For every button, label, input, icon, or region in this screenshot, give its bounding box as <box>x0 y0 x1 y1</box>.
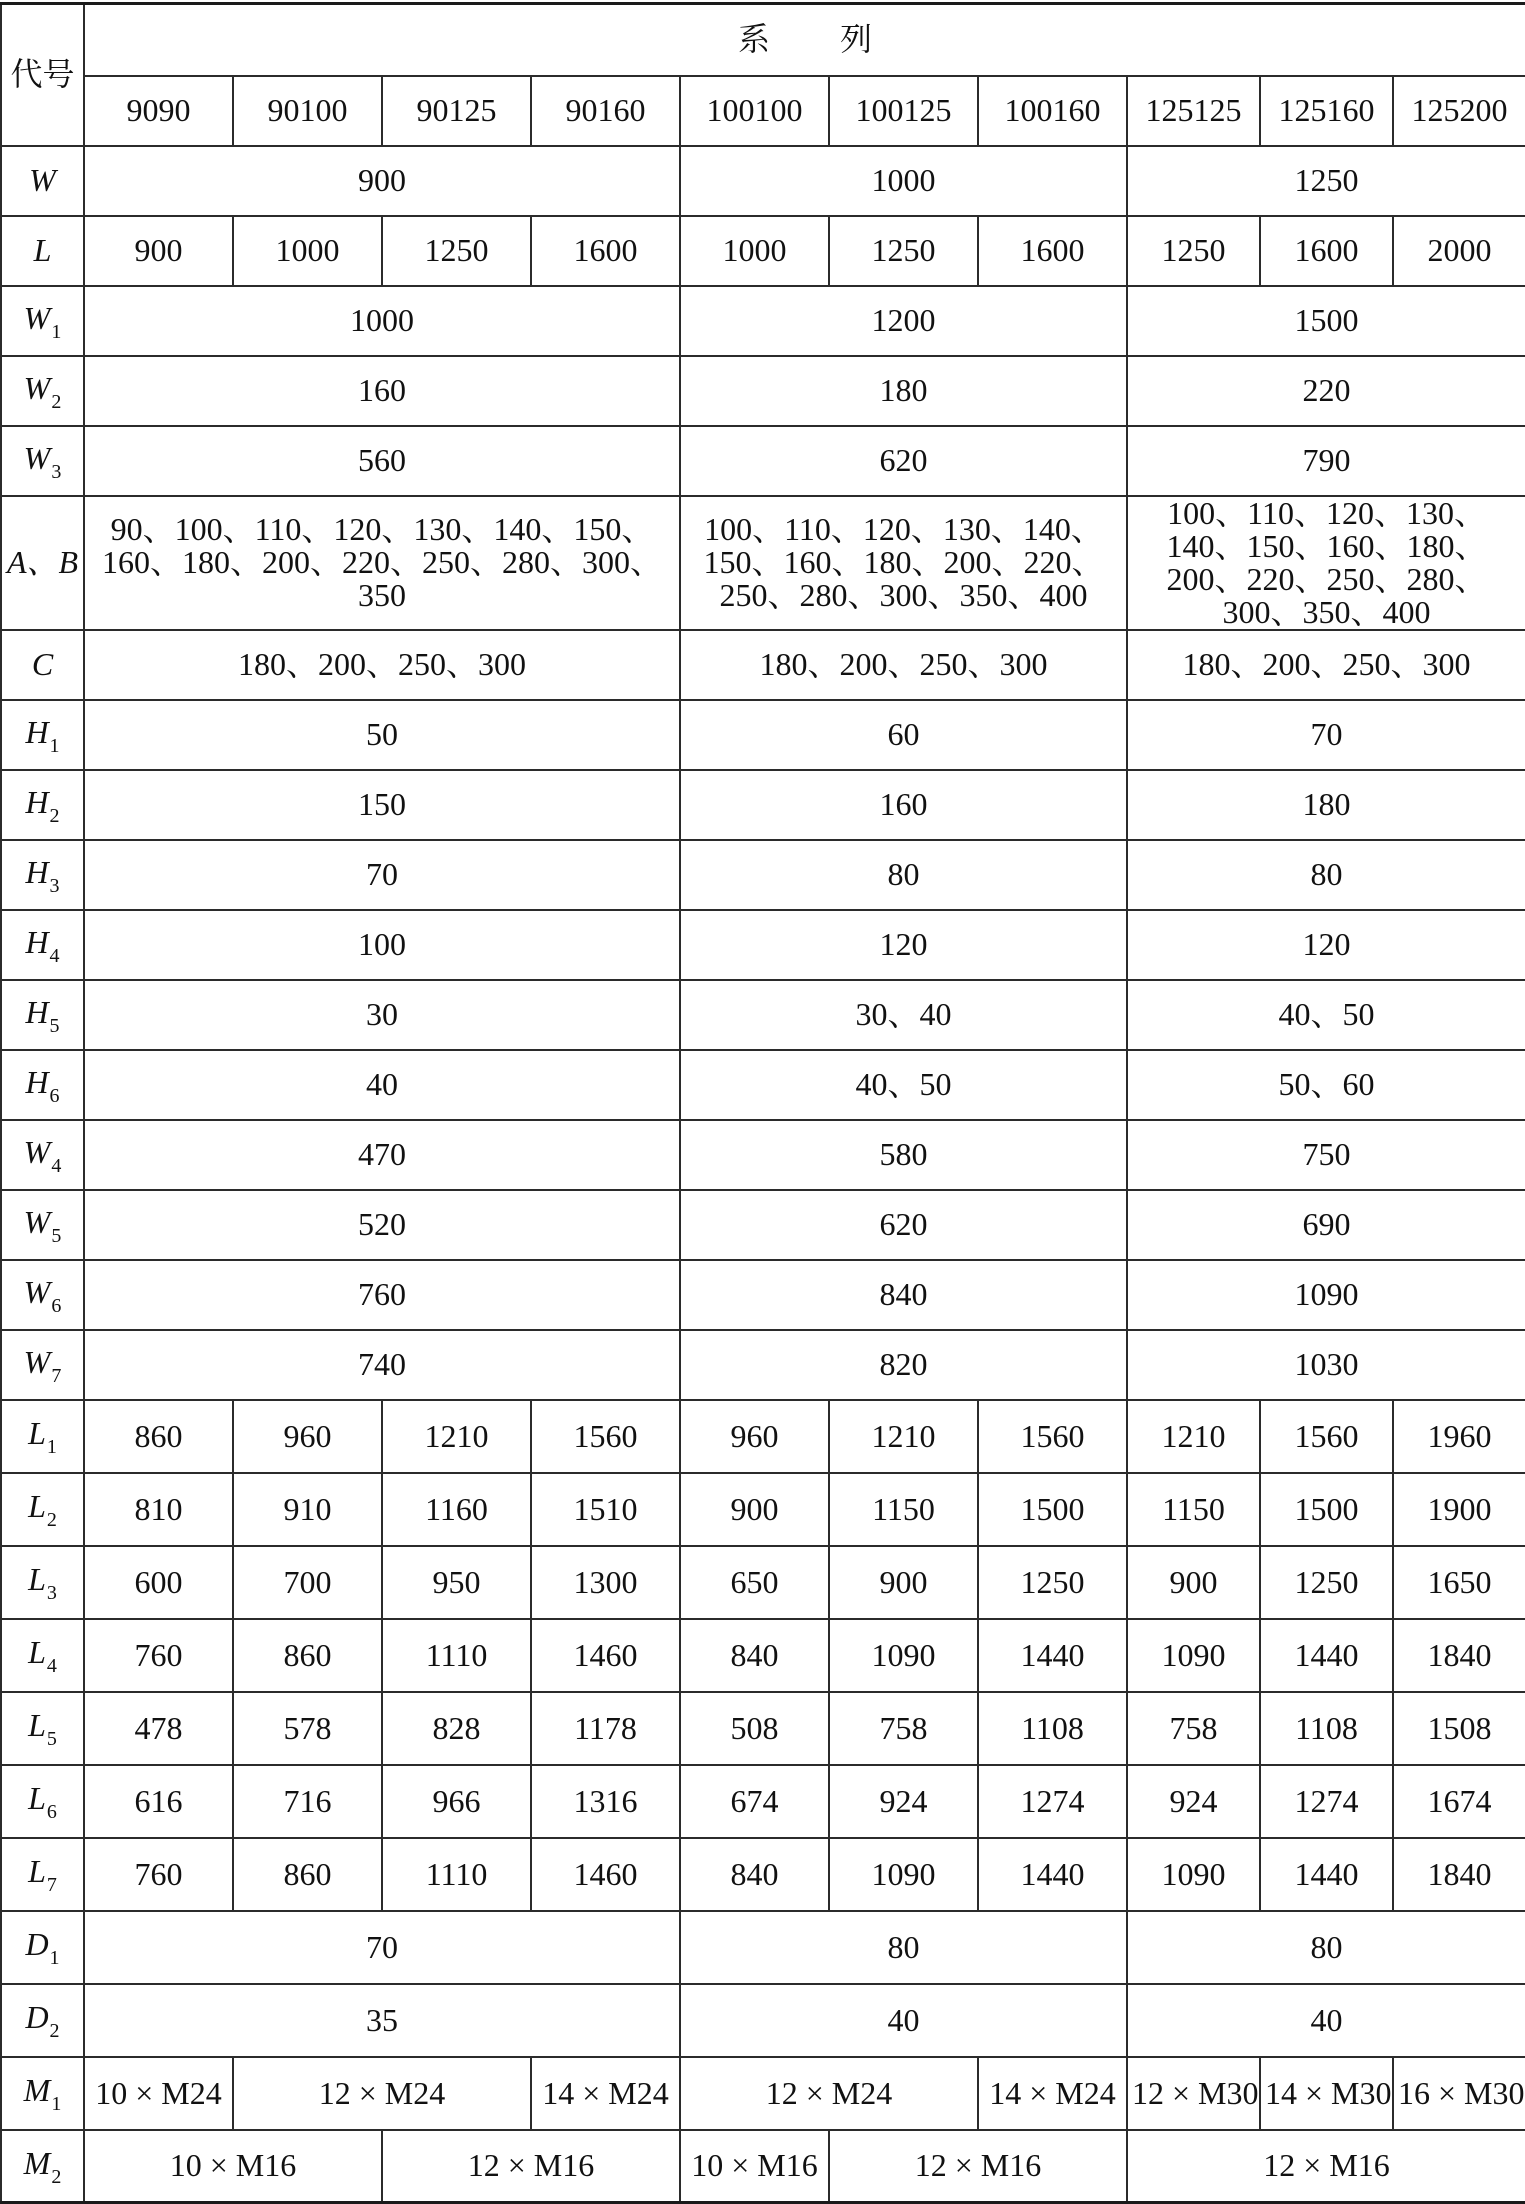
series-code-cell: 90100 <box>233 76 382 146</box>
value-cell: 820 <box>680 1330 1127 1400</box>
series-dimension-table <box>0 2 1525 2204</box>
table-row <box>1 1260 1525 1330</box>
table-row <box>1 910 1525 980</box>
row-code-symbol: L <box>28 1415 46 1451</box>
value-cell: 1500 <box>978 1473 1127 1546</box>
table-row <box>1 1330 1525 1400</box>
value-cell: 180、200、250、300 <box>1127 630 1525 700</box>
value-cell: 1600 <box>531 216 680 286</box>
value-cell: 180、200、250、300 <box>84 630 680 700</box>
series-code-cell: 100125 <box>829 76 978 146</box>
row-code-cell <box>1 2130 84 2203</box>
row-code-cell <box>1 216 84 286</box>
row-code-symbol: H <box>25 713 49 750</box>
value-cell: 180 <box>680 356 1127 426</box>
row-code-symbol: D <box>25 1926 49 1962</box>
table-row <box>1 1120 1525 1190</box>
row-code-symbol: L <box>28 1853 46 1889</box>
series-code-cell: 9090 <box>84 76 233 146</box>
row-code-cell <box>1 840 84 910</box>
value-cell: 1560 <box>978 1400 1127 1473</box>
value-cell: 1440 <box>978 1838 1127 1911</box>
row-code-symbol: H <box>25 1063 49 1100</box>
value-cell: 80 <box>1127 840 1525 910</box>
row-code-subscript: 1 <box>49 1947 60 1969</box>
series-code-cell: 125160 <box>1260 76 1393 146</box>
value-cell: 1150 <box>1127 1473 1260 1546</box>
value-cell: 1250 <box>829 216 978 286</box>
row-code-symbol: H <box>25 923 49 960</box>
value-cell: 960 <box>680 1400 829 1473</box>
value-cell: 1274 <box>978 1765 1127 1838</box>
value-cell: 1250 <box>1260 1546 1393 1619</box>
table-row <box>1 1546 1525 1619</box>
row-code-cell <box>1 2057 84 2130</box>
row-code-cell <box>1 1984 84 2057</box>
table-row <box>1 980 1525 1050</box>
value-cell: 1650 <box>1393 1546 1525 1619</box>
row-code-cell <box>1 1400 84 1473</box>
row-code-subscript: 1 <box>46 1436 57 1458</box>
value-cell: 14 × M24 <box>531 2057 680 2130</box>
value-cell: 50 <box>84 700 680 770</box>
row-code-symbol: W <box>23 439 51 476</box>
value-cell: 470 <box>84 1120 680 1190</box>
table-row <box>1 1050 1525 1120</box>
series-code-cell: 90160 <box>531 76 680 146</box>
code-header-label: 代号 <box>10 56 75 93</box>
value-cell: 60 <box>680 700 1127 770</box>
row-code-cell <box>1 1330 84 1400</box>
row-code-subscript: 7 <box>51 1364 62 1387</box>
row-code-symbol: W <box>29 162 56 198</box>
value-cell: 700 <box>233 1546 382 1619</box>
row-code-subscript: 2 <box>51 2165 62 2188</box>
row-code-subscript: 1 <box>49 734 60 757</box>
value-cell: 1510 <box>531 1473 680 1546</box>
row-code-subscript: 5 <box>51 1224 62 1247</box>
value-cell: 478 <box>84 1692 233 1765</box>
row-code-symbol: M <box>23 2072 51 2108</box>
table-row <box>1 426 1525 496</box>
value-cell: 2000 <box>1393 216 1525 286</box>
value-cell: 900 <box>1127 1546 1260 1619</box>
row-code-symbol: W <box>23 369 51 406</box>
row-code-cell <box>1 1911 84 1984</box>
value-cell: 1210 <box>1127 1400 1260 1473</box>
value-cell: 1210 <box>829 1400 978 1473</box>
value-cell: 160 <box>84 356 680 426</box>
row-code-subscript: 6 <box>49 1084 60 1107</box>
row-code-symbol: L <box>28 1780 46 1816</box>
value-cell: 1560 <box>531 1400 680 1473</box>
table-row <box>1 1984 1525 2057</box>
row-code-symbol: W <box>23 1133 51 1170</box>
value-cell: 840 <box>680 1260 1127 1330</box>
table-row <box>1 1911 1525 1984</box>
value-cell: 760 <box>84 1838 233 1911</box>
value-cell: 758 <box>1127 1692 1260 1765</box>
table-row <box>1 216 1525 286</box>
row-code-cell <box>1 286 84 356</box>
value-cell: 1274 <box>1260 1765 1393 1838</box>
value-cell: 1460 <box>531 1838 680 1911</box>
row-code-subscript: 2 <box>46 1509 57 1531</box>
value-cell: 860 <box>233 1619 382 1692</box>
value-cell: 1500 <box>1260 1473 1393 1546</box>
value-cell: 10 × M24 <box>84 2057 233 2130</box>
value-cell: 90、100、110、120、130、140、150、160、180、200、220、250、280、300、350 <box>84 496 680 630</box>
value-cell: 790 <box>1127 426 1525 496</box>
value-cell: 900 <box>829 1546 978 1619</box>
row-code-cell <box>1 1546 84 1619</box>
table-row <box>1 1473 1525 1546</box>
value-cell: 1960 <box>1393 1400 1525 1473</box>
value-cell: 12 × M16 <box>829 2130 1127 2203</box>
table-body <box>1 4 1525 2203</box>
value-cell: 1108 <box>1260 1692 1393 1765</box>
value-cell: 1440 <box>1260 1838 1393 1911</box>
value-cell: 40 <box>1127 1984 1525 2057</box>
series-code-cell: 125200 <box>1393 76 1525 146</box>
row-code-cell <box>1 146 84 216</box>
value-cell: 840 <box>680 1619 829 1692</box>
value-cell: 40 <box>84 1050 680 1120</box>
value-cell: 1250 <box>978 1546 1127 1619</box>
value-cell: 40、50 <box>680 1050 1127 1120</box>
value-cell: 12 × M16 <box>382 2130 680 2203</box>
row-code-subscript: 1 <box>51 320 62 343</box>
value-cell: 1560 <box>1260 1400 1393 1473</box>
value-cell: 620 <box>680 1190 1127 1260</box>
value-cell: 40、50 <box>1127 980 1525 1050</box>
row-code-subscript: 4 <box>51 1154 62 1177</box>
table-row <box>1 1400 1525 1473</box>
value-cell: 1840 <box>1393 1619 1525 1692</box>
row-code-cell <box>1 426 84 496</box>
value-cell: 120 <box>680 910 1127 980</box>
value-cell: 1000 <box>84 286 680 356</box>
value-cell: 10 × M16 <box>84 2130 382 2203</box>
row-code-cell <box>1 1050 84 1120</box>
value-cell: 220 <box>1127 356 1525 426</box>
value-cell: 1316 <box>531 1765 680 1838</box>
row-code-symbol: C <box>31 646 54 682</box>
value-cell: 1178 <box>531 1692 680 1765</box>
value-cell: 1440 <box>978 1619 1127 1692</box>
value-cell: 1500 <box>1127 286 1525 356</box>
value-cell: 600 <box>84 1546 233 1619</box>
value-cell: 1300 <box>531 1546 680 1619</box>
value-cell: 690 <box>1127 1190 1525 1260</box>
value-cell: 35 <box>84 1984 680 2057</box>
value-cell: 1200 <box>680 286 1127 356</box>
row-code-cell <box>1 1473 84 1546</box>
header-row-title <box>1 4 1525 76</box>
value-cell: 924 <box>1127 1765 1260 1838</box>
value-cell: 14 × M30 <box>1260 2057 1393 2130</box>
row-code-subscript: 3 <box>46 1582 57 1604</box>
value-cell: 120 <box>1127 910 1525 980</box>
table-row <box>1 496 1525 630</box>
row-code-symbol: W <box>23 299 51 336</box>
value-cell: 1090 <box>1127 1838 1260 1911</box>
value-cell: 650 <box>680 1546 829 1619</box>
table-row <box>1 1838 1525 1911</box>
value-cell: 160 <box>680 770 1127 840</box>
value-cell: 616 <box>84 1765 233 1838</box>
row-code-cell <box>1 1260 84 1330</box>
row-code-symbol: H <box>25 853 49 890</box>
value-cell: 40 <box>680 1984 1127 2057</box>
value-cell: 150 <box>84 770 680 840</box>
value-cell: 1150 <box>829 1473 978 1546</box>
value-cell: 100 <box>84 910 680 980</box>
row-code-symbol: W <box>23 1273 51 1310</box>
value-cell: 560 <box>84 426 680 496</box>
value-cell: 1508 <box>1393 1692 1525 1765</box>
row-code-subscript: 7 <box>46 1874 57 1896</box>
value-cell: 760 <box>84 1619 233 1692</box>
row-code-symbol: L <box>33 232 52 268</box>
table-row <box>1 630 1525 700</box>
value-cell: 860 <box>233 1838 382 1911</box>
value-cell: 80 <box>680 840 1127 910</box>
row-code-subscript: 3 <box>51 460 62 483</box>
value-cell: 750 <box>1127 1120 1525 1190</box>
series-code-cell: 100100 <box>680 76 829 146</box>
value-cell: 1110 <box>382 1619 531 1692</box>
value-cell: 900 <box>84 216 233 286</box>
value-cell: 1600 <box>978 216 1127 286</box>
value-cell: 14 × M24 <box>978 2057 1127 2130</box>
value-cell: 1090 <box>829 1619 978 1692</box>
header-row-series <box>1 76 1525 146</box>
value-cell: 960 <box>233 1400 382 1473</box>
row-code-symbol: W <box>23 1203 51 1240</box>
row-code-cell <box>1 356 84 426</box>
table-row <box>1 1190 1525 1260</box>
value-cell: 16 × M30 <box>1393 2057 1525 2130</box>
row-code-subscript: 2 <box>49 804 60 827</box>
value-cell: 924 <box>829 1765 978 1838</box>
series-code-cell: 125125 <box>1127 76 1260 146</box>
row-code-symbol: H <box>25 783 49 820</box>
value-cell: 910 <box>233 1473 382 1546</box>
row-code-subscript: 2 <box>49 2020 60 2042</box>
row-code-cell <box>1 1120 84 1190</box>
row-code-symbol: L <box>28 1634 46 1670</box>
value-cell: 508 <box>680 1692 829 1765</box>
table-row <box>1 840 1525 910</box>
value-cell: 1840 <box>1393 1838 1525 1911</box>
table-row <box>1 2130 1525 2203</box>
value-cell: 1000 <box>680 146 1127 216</box>
value-cell: 30、40 <box>680 980 1127 1050</box>
value-cell: 70 <box>1127 700 1525 770</box>
value-cell: 840 <box>680 1838 829 1911</box>
value-cell: 12 × M16 <box>1127 2130 1525 2203</box>
table-row <box>1 700 1525 770</box>
value-cell: 966 <box>382 1765 531 1838</box>
value-cell: 12 × M24 <box>233 2057 531 2130</box>
value-cell: 70 <box>84 840 680 910</box>
value-cell: 1160 <box>382 1473 531 1546</box>
table-row <box>1 356 1525 426</box>
value-cell: 1460 <box>531 1619 680 1692</box>
row-code-cell <box>1 1190 84 1260</box>
value-cell: 30 <box>84 980 680 1050</box>
value-cell: 12 × M24 <box>680 2057 978 2130</box>
table-row <box>1 1619 1525 1692</box>
table-row <box>1 1765 1525 1838</box>
value-cell: 1440 <box>1260 1619 1393 1692</box>
value-cell: 620 <box>680 426 1127 496</box>
row-code-subscript: 5 <box>46 1728 57 1750</box>
value-cell: 716 <box>233 1765 382 1838</box>
row-code-subscript: 4 <box>49 944 60 967</box>
value-cell: 1090 <box>829 1838 978 1911</box>
value-cell: 180 <box>1127 770 1525 840</box>
value-cell: 900 <box>680 1473 829 1546</box>
row-code-subscript: 2 <box>51 390 62 413</box>
row-code-subscript: 6 <box>51 1294 62 1317</box>
series-code-cell: 90125 <box>382 76 531 146</box>
value-cell: 520 <box>84 1190 680 1260</box>
value-cell: 1900 <box>1393 1473 1525 1546</box>
value-cell: 1090 <box>1127 1260 1525 1330</box>
value-cell: 1250 <box>1127 146 1525 216</box>
value-cell: 1110 <box>382 1838 531 1911</box>
value-cell: 10 × M16 <box>680 2130 829 2203</box>
row-code-cell <box>1 1692 84 1765</box>
row-code-symbol: A、B <box>6 544 79 580</box>
value-cell: 828 <box>382 1692 531 1765</box>
value-cell: 578 <box>233 1692 382 1765</box>
row-code-symbol: D <box>25 1999 49 2035</box>
row-code-cell <box>1 1619 84 1692</box>
row-code-subscript: 3 <box>49 874 60 897</box>
row-code-cell <box>1 1765 84 1838</box>
series-header-cell <box>84 4 1525 76</box>
value-cell: 1000 <box>680 216 829 286</box>
row-code-cell <box>1 630 84 700</box>
series-header-label: 系列 <box>738 21 943 58</box>
value-cell: 950 <box>382 1546 531 1619</box>
row-code-subscript: 4 <box>46 1655 57 1677</box>
value-cell: 80 <box>1127 1911 1525 1984</box>
value-cell: 674 <box>680 1765 829 1838</box>
row-code-subscript: 5 <box>49 1014 60 1037</box>
value-cell: 100、110、120、130、140、150、160、180、200、220、250、280、300、350、400 <box>680 496 1127 630</box>
value-cell: 100、110、120、130、140、150、160、180、200、220、250、280、300、350、400 <box>1127 496 1525 630</box>
value-cell: 580 <box>680 1120 1127 1190</box>
value-cell: 900 <box>84 146 680 216</box>
value-cell: 810 <box>84 1473 233 1546</box>
value-cell: 740 <box>84 1330 680 1400</box>
value-cell: 1000 <box>233 216 382 286</box>
value-cell: 758 <box>829 1692 978 1765</box>
row-code-cell <box>1 910 84 980</box>
value-cell: 760 <box>84 1260 680 1330</box>
row-code-cell <box>1 496 84 630</box>
row-code-cell <box>1 770 84 840</box>
value-cell: 1250 <box>1127 216 1260 286</box>
value-cell: 1674 <box>1393 1765 1525 1838</box>
row-code-symbol: M <box>23 2144 51 2181</box>
row-code-cell <box>1 700 84 770</box>
table-row <box>1 2057 1525 2130</box>
row-code-cell <box>1 980 84 1050</box>
series-code-cell: 100160 <box>978 76 1127 146</box>
value-cell: 1030 <box>1127 1330 1525 1400</box>
value-cell: 180、200、250、300 <box>680 630 1127 700</box>
table-row <box>1 146 1525 216</box>
row-code-symbol: L <box>28 1707 46 1743</box>
value-cell: 1108 <box>978 1692 1127 1765</box>
value-cell: 12 × M30 <box>1127 2057 1260 2130</box>
value-cell: 80 <box>680 1911 1127 1984</box>
value-cell: 1600 <box>1260 216 1393 286</box>
value-cell: 50、60 <box>1127 1050 1525 1120</box>
row-code-symbol: H <box>25 993 49 1030</box>
row-code-cell <box>1 1838 84 1911</box>
table-row <box>1 770 1525 840</box>
value-cell: 1090 <box>1127 1619 1260 1692</box>
row-code-subscript: 1 <box>51 2093 62 2115</box>
value-cell: 860 <box>84 1400 233 1473</box>
value-cell: 70 <box>84 1911 680 1984</box>
row-code-symbol: L <box>28 1488 46 1524</box>
row-code-symbol: L <box>28 1561 46 1597</box>
table-row <box>1 286 1525 356</box>
value-cell: 1250 <box>382 216 531 286</box>
row-code-symbol: W <box>23 1343 51 1380</box>
row-code-subscript: 6 <box>46 1801 57 1823</box>
code-header-cell <box>1 4 84 146</box>
value-cell: 1210 <box>382 1400 531 1473</box>
table-row <box>1 1692 1525 1765</box>
